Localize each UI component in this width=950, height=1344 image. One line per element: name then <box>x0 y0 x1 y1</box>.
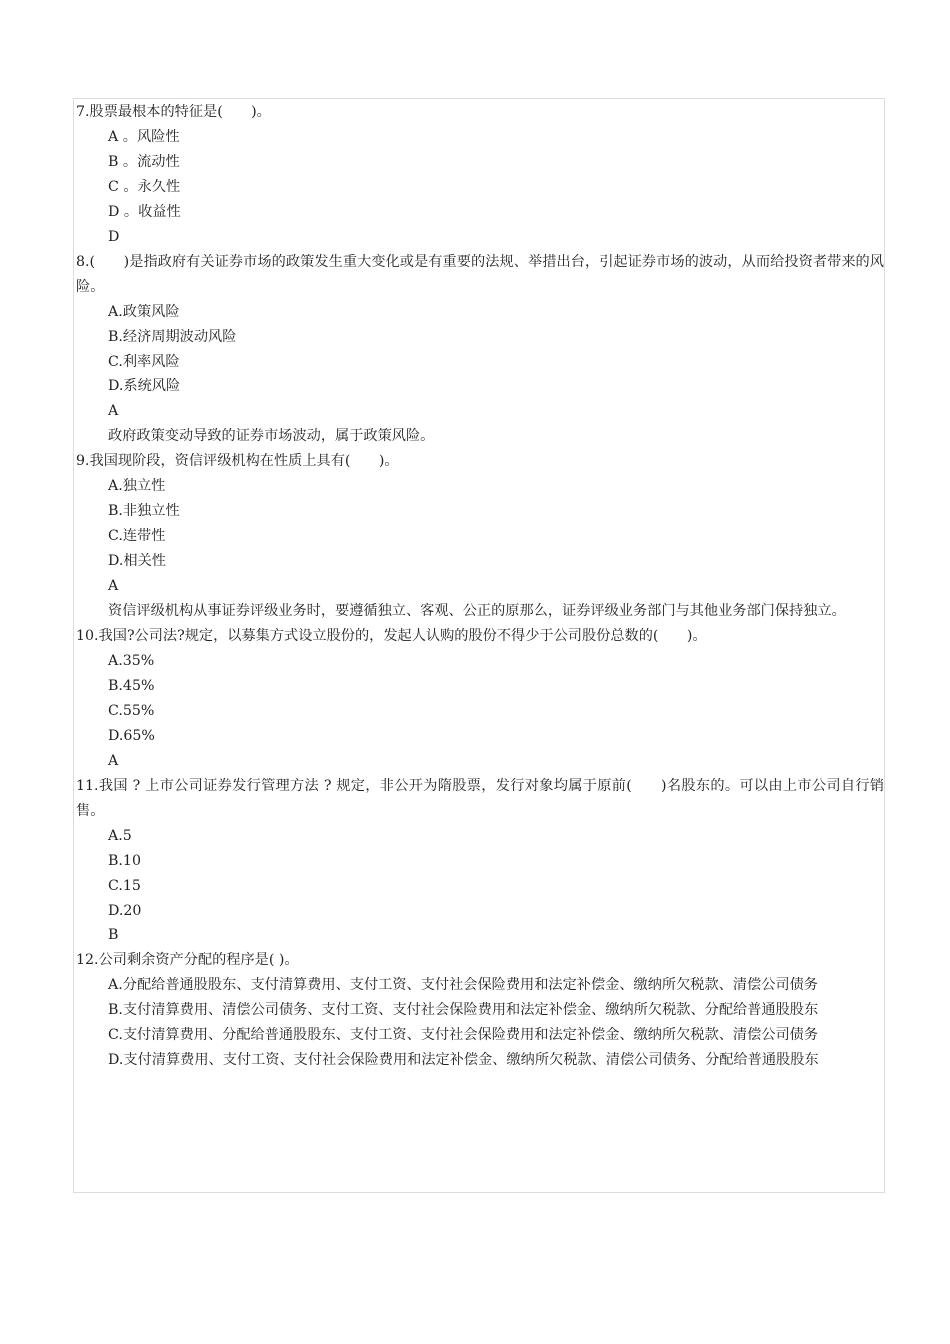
question-9-answer: A <box>108 578 119 595</box>
question-8-option-c: C.利率风险 <box>108 353 180 370</box>
question-8-answer: A <box>108 403 119 420</box>
question-7-option-c: C 。永久性 <box>108 178 181 195</box>
question-10-answer: A <box>108 752 119 769</box>
question-10-option-d: D.65% <box>108 727 155 744</box>
question-12-stem: 12.公司剩余资产分配的程序是( )。 <box>76 952 299 969</box>
question-8-stem: 8.( )是指政府有关证券市场的政策发生重大变化或是有重要的法规、举措出台，引起证券市场的波动，从而给投资者带来的风险。 <box>76 253 884 295</box>
question-9-option-c: C.连带性 <box>108 528 166 545</box>
question-8-option-d: D.系统风险 <box>108 378 181 395</box>
question-11-answer: B <box>108 927 119 944</box>
question-7-option-b: B 。流动性 <box>108 153 180 170</box>
question-list <box>76 100 884 1073</box>
question-12-option-a: A.分配给普通股股东、支付清算费用、支付工资、支付社会保险费用和法定补偿金、缴纳所欠税款、清偿公司债务 <box>108 977 818 994</box>
question-9-option-d: D.相关性 <box>108 553 166 570</box>
question-12-option-c: C.支付清算费用、分配给普通股股东、支付工资、支付社会保险费用和法定补偿金、缴纳所欠税款、清偿公司债务 <box>108 1027 819 1044</box>
question-8-explanation: 政府政策变动导致的证券市场波动，属于政策风险。 <box>108 428 435 445</box>
question-11-option-a: A.5 <box>108 827 132 844</box>
question-9-stem: 9.我国现阶段，资信评级机构在性质上具有( )。 <box>76 453 399 470</box>
question-7-stem: 7.股票最根本的特征是( )。 <box>76 104 271 120</box>
question-11-option-d: D.20 <box>108 902 142 919</box>
question-12-option-d: D.支付清算费用、支付工资、支付社会保险费用和法定补偿金、缴纳所欠税款、清偿公司债务、分配给普通股股东 <box>108 1052 819 1069</box>
question-7-option-d: D 。收益性 <box>108 203 181 220</box>
question-8-option-a: A.政策风险 <box>108 303 180 320</box>
question-11-option-c: C.15 <box>108 877 141 894</box>
question-7-option-a: A 。风险性 <box>108 128 180 145</box>
question-11-stem: 11.我国 ? 上市公司证券发行管理方法 ? 规定，非公开为隋股票，发行对象均属于原前( )名股东的。可以由上市公司自行销售。 <box>76 777 884 819</box>
question-10-option-c: C.55% <box>108 702 155 719</box>
question-10-option-a: A.35% <box>108 652 155 669</box>
question-9-option-a: A.独立性 <box>108 478 166 495</box>
question-9-option-b: B.非独立性 <box>108 503 180 520</box>
question-9-explanation: 资信评级机构从事证券评级业务时，要遵循独立、客观、公正的原那么，证券评级业务部门与其他业务部门保持独立。 <box>108 603 846 620</box>
question-10-option-b: B.45% <box>108 677 155 694</box>
question-12-option-b: B.支付清算费用、清偿公司债务、支付工资、支付社会保险费用和法定补偿金、缴纳所欠税款、分配给普通股股东 <box>108 1002 819 1019</box>
question-7-answer: D <box>108 228 120 245</box>
question-8-option-b: B.经济周期波动风险 <box>108 328 237 345</box>
question-10-stem: 10.我国?公司法?规定，以募集方式设立股份的，发起人认购的股份不得少于公司股份总数的( )。 <box>76 628 707 645</box>
question-11-option-b: B.10 <box>108 852 141 869</box>
